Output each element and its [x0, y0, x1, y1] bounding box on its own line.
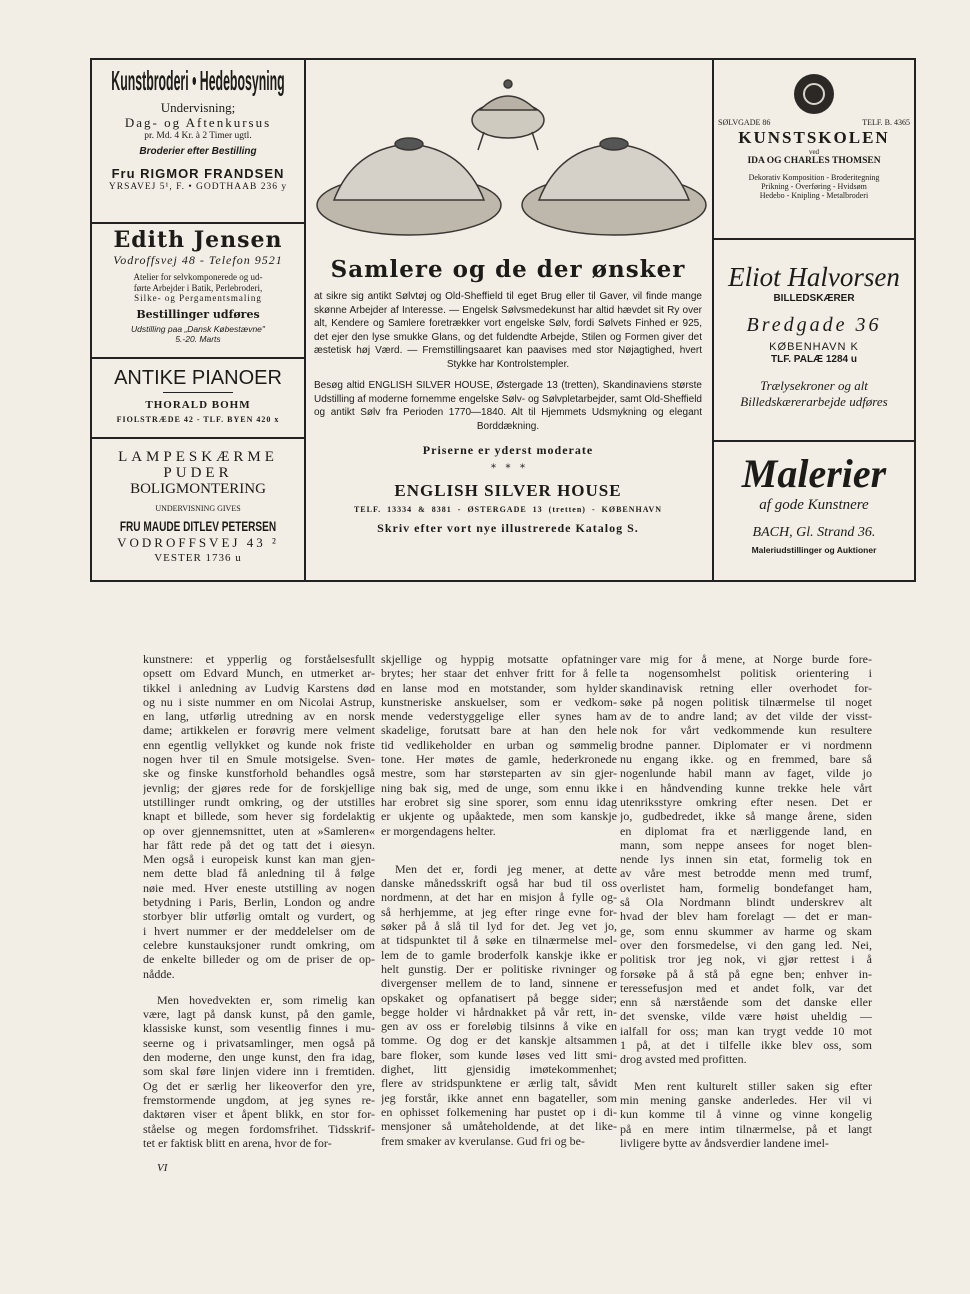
ad-phone: VESTER 1736 u [154, 552, 242, 564]
ad-line: Dag- og Aftenkursus [124, 115, 272, 130]
text-line: skadelige, forutsatt bare at han den hele [381, 723, 617, 738]
ad-catalog: Skriv efter vort nye illustrerede Katalog S. [377, 521, 639, 535]
ad-line: Billedskærerarbejde udføres [740, 394, 888, 409]
text-line: betydning i Paris, Berlin, London og andre [143, 895, 375, 910]
text-line: knapt et billede, som hever sig fordelaktig [143, 809, 375, 824]
text-line: begge holder vi hårdnakket på vår rett, in- [381, 1004, 617, 1019]
left-dish-cover [334, 144, 484, 200]
text-line: livligere bytte av åndsverdier landene imel- [620, 1135, 829, 1150]
right-ads-column [712, 60, 914, 580]
article-column-2 [381, 652, 617, 1148]
text-line: så herhjemme, at jeg efter ringe evne for- [381, 904, 617, 919]
text-line: politisk tror jeg nok, vi gjør rettest i å [620, 952, 872, 967]
ad-address: YRSAVEJ 5¹, F. • GODTHAAB 236 y [108, 182, 288, 192]
ad-kunstbroderi [92, 60, 304, 224]
text-line: søker på å slå til lyd for det. Jeg vet jo, [381, 919, 617, 934]
ad-line: Undervisning; [160, 100, 236, 115]
text-line: har erobret sig sine sporer, som ennu idag [381, 794, 617, 809]
text-line: Men også i europeisk kunst kan man gjen- [143, 852, 375, 867]
text-line: nende lys innen sin etat, formelig tok en [620, 852, 872, 867]
text-line: skjellige og hyppig motsatte opfatninger [381, 652, 617, 666]
left-dish-handle [395, 138, 423, 150]
ad-prices: Priserne er yderst moderate [422, 443, 594, 457]
ad-edith-jensen [92, 224, 304, 359]
text-line: er ukjente og upåaktede, men som kanskje [381, 809, 617, 824]
ad-tagline: Broderier efter Bestilling [139, 146, 257, 157]
text-line: jo, gudbedredet, ikke så mange årene, siden [620, 809, 872, 824]
left-ads-column [92, 60, 306, 580]
text-line: de enkelte billeder og om de priser de op- [143, 952, 375, 967]
ad-owners: IDA OG CHARLES THOMSEN [747, 156, 881, 166]
ad-note: 5.-20. Marts [175, 333, 221, 344]
paragraph-gap [381, 850, 617, 862]
text-line: være, lagt på dansk kunst, på den gamle, [143, 1007, 375, 1022]
text-line: på en mere intim tilnærmelse, på et langt [620, 1121, 872, 1136]
text-line: brodne panner. Diplomater er vi nordmenn [620, 737, 872, 752]
text-line: kunstneriske anskuelser, som er vedkom- [381, 694, 617, 709]
text-line: en lanse mod en motstander, som hylder [381, 680, 617, 695]
tureen-lid [480, 96, 536, 110]
text-line: divergenser mellem de to land, sinnene er [381, 976, 617, 991]
text-line: at tidspunktet til å søke en tilnærmelse mel- [381, 933, 617, 948]
text-line: 1 på, at det i tilfelle ikke blev oss, som [620, 1038, 872, 1053]
text-line: mende vederstyggelige eller synes ham [381, 709, 617, 724]
ad-title: Kunstbroderi • Hedebosyning [111, 65, 285, 96]
ad-antike-pianoer [92, 359, 304, 439]
ad-line: Dekorativ Komposition - Broderitegning [748, 173, 880, 182]
ad-line: LAMPESKÆRME [118, 449, 278, 465]
text-line: tet er faktisk blitt en arena, hvor de for- [143, 1135, 332, 1150]
text-line: flere av stridspunktene er ærlig talt, såvidt [381, 1076, 617, 1091]
text-line: tikkel i anledning av Ludvig Karstens død [143, 680, 375, 695]
text-line: er morgendagens helter. [381, 823, 496, 838]
text-line: mensjoner så umåteholdende, at det like- [381, 1119, 617, 1134]
text-line: nordmenn, at det har en misjon å fylle og- [381, 890, 617, 905]
text-line: en diplomat fra et nærliggende land, en [620, 823, 872, 838]
ad-address: BACH, Gl. Strand 36. [752, 525, 876, 540]
text-line: dighet, litt gjensidig imøtekommenhet; [381, 1062, 617, 1077]
text-line: Men rent kulturelt stiller saken sig efter [634, 1078, 872, 1093]
text-line: tone. Her møtes de gamle, hederkronede [381, 752, 617, 767]
divider [163, 392, 233, 393]
text-line: daktøren viser et åpent blikk, en stor for- [143, 1107, 375, 1122]
text-line: lem de to gamle broderfolk kanskje ikke er [381, 947, 617, 962]
ad-title: Malerier [741, 451, 887, 496]
ad-line: førte Arbejder i Batik, Perlebroderi, [133, 282, 263, 293]
ad-paragraph-1: at sikre sig antikt Sølvtøj og Old-Sheffield til eget Brug eller til Gaver, vil finde mange skønne Arbejder af Interesse. — Engelsk Sølvsmedekunst har altid hævdet sit Ry over alt, Kendere og Samlere foretrækker vort engelske Sølv, fordi Sølvets Finhed er 925, det ejer den lyse smukke Glans, og det fuldendte Arbejde, Stilen og Formen giver det æstetisk høj Værd. — Fremstillingsaaret kan paavises med stor Nøjagtighed, hvert Stykke har Kontrolstempler. [314, 291, 702, 370]
right-dish-handle [600, 138, 628, 150]
ad-trade: BILLEDSKÆRER [773, 293, 855, 304]
ad-line: BOLIGMONTERING [130, 481, 266, 497]
text-line: celebre kunstauksjoner rundt omkring, om [143, 937, 375, 952]
ad-malerier [714, 442, 914, 582]
text-line: nu engang ikke. og en fremmed, bare så [620, 752, 872, 767]
ad-name: Fru RIGMOR FRANDSEN [111, 166, 285, 181]
ad-title: ANTIKE PIANOER [114, 367, 282, 389]
text-line: det svenske, vilde være høist uheldig — [620, 1009, 872, 1024]
text-line: og nu i siste nummer en om Nicolai Astrup, [143, 694, 375, 709]
ad-phone: TLF. PALÆ 1284 u [771, 354, 857, 365]
text-line: over den forsmedelse, vi den gang led. Nei, [620, 937, 872, 952]
ad-note: Udstilling paa „Dansk Købestævne" [131, 323, 265, 334]
ad-street: Bredgade 36 [746, 314, 882, 336]
paragraph-gap [143, 981, 375, 993]
ad-line: Silke- og Pergamentsmaling [134, 293, 262, 303]
text-line: min mening ganske anderledes. Her vil vi [620, 1092, 872, 1107]
text-line: ning bak sig, med de unge, som ennu ikke [381, 780, 617, 795]
ad-subtitle: Vodroffsvej 48 - Telefon 9521 [113, 253, 283, 267]
text-line: mestre, som har størsteparten av sin gjer- [381, 766, 617, 781]
ad-name: THORALD BOHM [145, 399, 251, 411]
text-line: nøie med. Hver eneste utstilling av nogen [143, 880, 375, 895]
text-line: vare mig for å mene, at Norge burde fore- [620, 652, 872, 666]
ad-ved: ved [808, 148, 820, 156]
text-line: tid vedlikeholder en urban og sømmelig [381, 737, 617, 752]
ad-title: Edith Jensen [113, 227, 283, 253]
ad-eliot-halvorsen [714, 240, 914, 442]
text-line: frem smaker av kverulanse. Gud fri og be- [381, 1133, 585, 1148]
ad-footer: Maleriudstillinger og Auktioner [751, 545, 877, 555]
text-line: nok for vårt vedkommende kun resultere [620, 723, 872, 738]
ad-stars: * * * [490, 463, 526, 474]
text-line: jevnlig; der gjøres rede for de forskjellige [143, 780, 375, 795]
ad-contact: TELF. 13334 & 8381 - ØSTERGADE 13 (tretten) - KØBENHAVN [353, 505, 663, 514]
ad-tagline: Bestillinger udføres [136, 307, 260, 321]
text-line: i hvert nummer er der meddelelser om de [143, 923, 375, 938]
ad-subtitle: af gode Kunstnere [759, 497, 869, 513]
text-line: enn egentlig vellykket og kunde nok friste [143, 737, 375, 752]
ad-small: UNDERVISNING GIVES [155, 504, 241, 513]
text-line: av våre mest betrodde menn med trumf, [620, 866, 872, 881]
ad-phone: TELF. B. 4365 [862, 118, 910, 127]
text-line: en ophisset folkemening har pustet op i di- [381, 1104, 617, 1119]
paragraph-gap [620, 1067, 872, 1079]
text-line: Og det er særlig her likeoverfor den yre, [143, 1078, 375, 1093]
text-line: enn så nærstående som det danske eller [620, 995, 872, 1010]
text-line: ståelse og megen fordomsfrihet. Tidsskrif- [143, 1121, 375, 1136]
article-column-3 [620, 652, 872, 1150]
text-line: utstillinger rundt omkring, og der utstilles [143, 794, 375, 809]
text-line: fremstormende ungdom, at jeg synes re- [143, 1092, 375, 1107]
ad-company: ENGLISH SILVER HOUSE [394, 481, 622, 500]
text-line: nem dette blad få anledning til å følge [143, 866, 375, 881]
page-number: VI [157, 1162, 168, 1174]
ad-address: FIOLSTRÆDE 42 - TLF. BYEN 420 x [116, 415, 280, 424]
text-line: den moderne, den unge kunst, den fra idag, [143, 1050, 375, 1065]
text-line: nogenlunde habil mann av faget, vilde jo [620, 766, 872, 781]
tureen-handle [504, 80, 512, 88]
text-line: teressefusjon med et andet folk, var det [620, 980, 872, 995]
text-line: seerne og i privatsamlinger, men også på [143, 1035, 375, 1050]
text-line: danske månedsskrift også har bud til oss [381, 876, 617, 891]
text-line: søke på nogen politisk tilnærmelse til noget [620, 694, 872, 709]
text-line: dame; artikkelen er forøvrig mere velment [143, 723, 375, 738]
text-line: som skal føre linjen videre inn i fremtiden. [143, 1064, 375, 1079]
ad-line: Atelier for selvkomponerede og ud- [133, 272, 263, 282]
text-line: ialfall for oss; man kan trygt vedde 10 mot [620, 1023, 872, 1038]
ad-line: Hedebo - Knipling - Metalbroderi [759, 191, 869, 200]
ad-line: PUDER [163, 465, 233, 481]
text-line: av de to andre land; av det vilde der visst- [620, 709, 872, 724]
text-line: gen av oss er foreløbig tilsinns å vike en [381, 1019, 617, 1034]
ad-line: Prikning - Overføring - Hvidsøm [761, 182, 867, 191]
text-line: bare floker, som kunde løses ved litt smi- [381, 1047, 617, 1062]
ad-heading: Samlere og de der ønsker [330, 256, 686, 283]
ad-lampeskaerme [92, 439, 304, 582]
text-line: op over gjennemsnittet, uten at »Samleren« [143, 823, 375, 838]
text-line: nådde. [143, 966, 175, 981]
text-line: storbyer blir utførlig omtalt og vurdert, og [143, 909, 375, 924]
kunstskolen-emblem [789, 72, 839, 116]
text-line: har fått rede på det og tatt det i øiesyn. [143, 837, 375, 852]
ad-title: Eliot Halvorsen [728, 262, 900, 292]
text-line: Men hovedvekten er, som rimelig kan [157, 992, 375, 1007]
text-line: brytes; her staar det enhver fritt for å felle [381, 666, 617, 681]
advertisement-block [90, 58, 916, 582]
text-line: en lang, utførlig utredning av en norsk [143, 709, 375, 724]
text-line: jeg forstår, ikke annet enn bagateller, som [381, 1090, 617, 1105]
text-line: helt gunstig. Der er politiske rivninger og [381, 961, 617, 976]
ad-city: KØBENHAVN K [769, 341, 859, 353]
text-line: ta nogensomhelst politisk orientering i [620, 666, 872, 681]
text-line: forsøke på å stå på egne ben; enhver in- [620, 966, 872, 981]
ad-line: Trælysekroner og alt [760, 378, 868, 393]
paragraph-gap [381, 838, 617, 850]
ad-line: pr. Md. 4 Kr. à 2 Timer ugtl. [144, 131, 252, 141]
text-line: mann, som neppe ansees for noget blen- [620, 837, 872, 852]
text-line: utenriksstyre omkring efter nesen. Det er [620, 794, 872, 809]
ad-address: VODROFFSVEJ 43 ² [117, 535, 279, 550]
text-line: ske og finske kunstforhold behandles også [143, 766, 375, 781]
text-line: overlistet ham, formelig bondefanget ham, [620, 880, 872, 895]
right-dish-cover [539, 144, 689, 200]
ad-paragraph-2: Besøg altid ENGLISH SILVER HOUSE, Østergade 13 (tretten), Skandinaviens største Udstilling af moderne fornemme engelske Sølv- og Sølvpletarbejder, samt Old-Sheffield og antikt Sølv fra Perioden 1770—1840. Alt til Hjemmets Udsmykning og elegant Borddækning. [314, 380, 702, 432]
article-column-1 [143, 652, 375, 1150]
text-line: så Ola Nordmann blindt underskrev alt [620, 895, 872, 910]
text-line: kunstnere: et ypperlig og forståelsesfullt [143, 652, 375, 666]
english-silver-house-ad [304, 60, 712, 580]
silverware-illustration [304, 60, 712, 250]
text-line: Men det er, fordi jeg mener, at dette [395, 861, 617, 876]
text-line: opskaket og opfanatisert på begge sider; [381, 990, 617, 1005]
text-line: nogen hver til en Smule motsigelse. Sven- [143, 752, 375, 767]
text-line: opsett om Edvard Munch, en utmerket ar- [143, 666, 375, 681]
text-line: drog avsted med profitten. [620, 1052, 747, 1067]
text-line: kun komme til å vinne og vinne kongelig [620, 1107, 872, 1122]
text-line: klassiske kunst, som vesentlig finnes i mu- [143, 1021, 375, 1036]
ad-kunstskolen [714, 60, 914, 240]
ad-name: FRU MAUDE DITLEV PETERSEN [119, 518, 277, 534]
text-line: i en håndvending kunne trekke hele vårt [620, 780, 872, 795]
text-line: hvad der blev ham forelagt — det er man- [620, 909, 872, 924]
text-line: skandinavisk retning eller overhodet for- [620, 680, 872, 695]
text-line: ge, som ennu skummer av harme og skam [620, 923, 872, 938]
ad-title: KUNSTSKOLEN [738, 128, 890, 147]
text-line: tomme. Og dog er det kanskje altsammen [381, 1033, 617, 1048]
ad-address: SØLVGADE 86 [718, 118, 771, 127]
